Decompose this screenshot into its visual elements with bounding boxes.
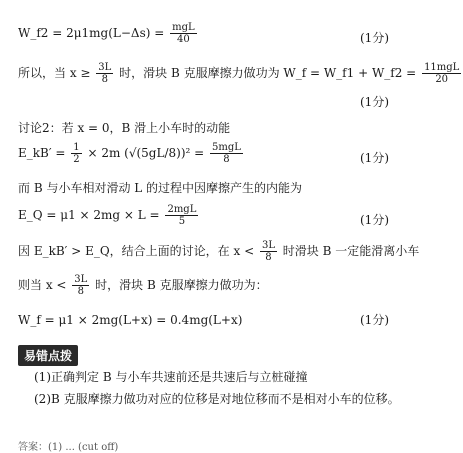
fraction-numerator: 11mgL: [424, 62, 460, 73]
fraction: [165, 204, 198, 227]
condition-line: [18, 274, 389, 297]
fraction-denominator: 2: [73, 154, 80, 165]
heat-line: 而 B 与小车相对滑动 L 的过程中因摩擦产生的内能为: [18, 181, 303, 195]
footer-cutoff: 答案：(1) ... (cut off): [18, 442, 119, 453]
note-1: (1)正确判定 B 与小车共速前还是共速后与立桩碰撞: [34, 370, 308, 384]
work-result-line: W_f = μ1 × 2mg(L+x) = 0.4mg(L+x): [18, 313, 243, 327]
fraction-denominator: 8: [223, 154, 230, 165]
text: 所以，当 x ≥: [18, 66, 91, 80]
equation-text: W_f2 = 2μ1mg(L−Δs) =: [18, 26, 165, 40]
fraction-numerator: 5mgL: [212, 142, 241, 153]
fraction: [260, 240, 277, 263]
fraction-numerator: 1: [73, 142, 80, 153]
score-label: (1分): [360, 151, 389, 165]
fraction-numerator: mgL: [172, 22, 195, 33]
score-label: (1分): [360, 213, 389, 227]
fraction-denominator: 20: [435, 74, 449, 85]
fraction: [210, 142, 243, 165]
kinetic-energy-line: [18, 142, 389, 165]
fraction-numerator: 3L: [74, 274, 88, 285]
fraction-denominator: 5: [178, 216, 186, 227]
text: E_kB′ =: [18, 146, 70, 160]
text: × 2m (√(5gL/8))² =: [87, 146, 205, 160]
score-label: (1分): [360, 95, 389, 109]
error-tip-badge: 易错点拨: [18, 345, 78, 366]
fraction: [96, 62, 113, 85]
note-2: (2)B 克服摩擦力做功对应的位移是对地位移而不是相对小车的位移。: [34, 392, 400, 406]
discussion-line: 讨论2：若 x = 0，B 滑上小车时的动能: [18, 121, 231, 135]
fraction-denominator: 40: [177, 34, 190, 45]
comparison-line: [18, 240, 420, 263]
fraction: [71, 142, 81, 165]
text: 因 E_kB′ > E_Q，结合上面的讨论，在 x <: [18, 244, 255, 258]
fraction-denominator: 8: [77, 286, 84, 297]
fraction-numerator: 3L: [261, 240, 275, 251]
fraction: [170, 22, 197, 45]
score-label: (1分): [360, 31, 389, 45]
internal-energy-line: [18, 204, 389, 227]
fraction: [422, 62, 461, 85]
text: 时滑块 B 一定能滑离小车: [282, 244, 420, 258]
fraction-denominator: 8: [101, 74, 108, 85]
text: 则当 x <: [18, 278, 67, 292]
conclusion-line: [18, 62, 460, 85]
fraction-numerator: 2mgL: [167, 204, 197, 215]
text: 时，滑块 B 克服摩擦力做功为：: [95, 278, 268, 292]
fraction: [72, 274, 89, 297]
text: 时，滑块 B 克服摩擦力做功为 W_f = W_f1 + W_f2 =: [119, 66, 417, 80]
fraction-denominator: 8: [265, 252, 272, 263]
fraction-numerator: 3L: [98, 62, 112, 73]
equation-wf2: [18, 22, 389, 45]
text: E_Q = μ1 × 2mg × L =: [18, 208, 160, 222]
score-label: (1分): [360, 313, 389, 327]
